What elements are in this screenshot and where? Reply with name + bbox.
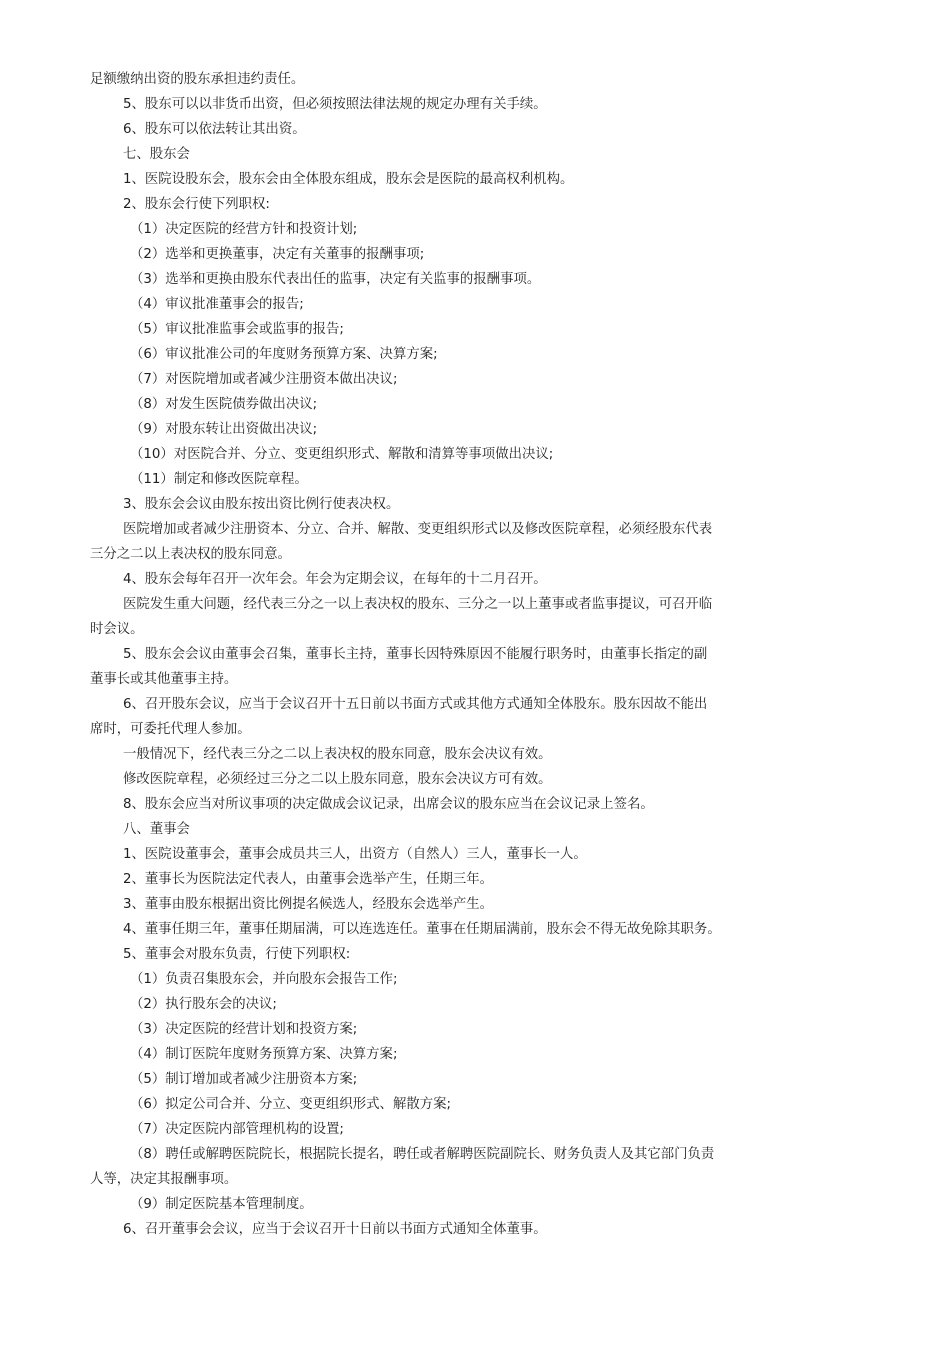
section-heading: 七、股东会 — [123, 147, 190, 162]
text-line: 4、股东会每年召开一次年会。年会为定期会议，在每年的十二月召开。 — [123, 572, 547, 587]
text-line: 医院增加或者减少注册资本、分立、合并、解散、变更组织形式以及修改医院章程，必须经股东代表 — [123, 522, 713, 537]
text-line: 医院发生重大问题，经代表三分之一以上表决权的股东、三分之一以上董事或者监事提议，可召开临 — [123, 597, 713, 612]
text-line: 5、董事会对股东负责，行使下列职权: — [123, 947, 351, 962]
text-line: 6、召开董事会会议，应当于会议召开十日前以书面方式通知全体董事。 — [123, 1222, 547, 1237]
list-item: （3）决定医院的经营计划和投资方案; — [130, 1022, 358, 1037]
text-line: 1、医院设股东会，股东会由全体股东组成，股东会是医院的最高权利机构。 — [123, 172, 574, 187]
text-line: 5、股东会会议由董事会召集，董事长主持，董事长因特殊原因不能履行职务时，由董事长指定的副 — [123, 647, 708, 662]
list-item: （6）审议批准公司的年度财务预算方案、决算方案; — [130, 347, 438, 362]
text-line: 3、董事由股东根据出资比例提名候选人，经股东会选举产生。 — [123, 897, 494, 912]
list-item: （8）聘任或解聘医院院长，根据院长提名，聘任或者解聘医院副院长、财务负责人及其它部门负责 — [130, 1147, 715, 1162]
list-item: （4）审议批准董事会的报告; — [130, 297, 304, 312]
list-item: （10）对医院合并、分立、变更组织形式、解散和清算等事项做出决议; — [130, 447, 554, 462]
text-line: 席时，可委托代理人参加。 — [90, 722, 251, 737]
list-item: （7）决定医院内部管理机构的设置; — [130, 1122, 344, 1137]
text-line: 4、董事任期三年，董事任期届满，可以连选连任。董事在任期届满前，股东会不得无故免除其职务。 — [123, 922, 721, 937]
list-item: （1）负责召集股东会，并向股东会报告工作; — [130, 972, 398, 987]
list-item: 人等，决定其报酬事项。 — [90, 1172, 238, 1187]
text-line: 5、股东可以以非货币出资，但必须按照法律法规的规定办理有关手续。 — [123, 97, 547, 112]
list-item: （8）对发生医院债券做出决议; — [130, 397, 318, 412]
text-line: 1、医院设董事会，董事会成员共三人，出资方（自然人）三人，董事长一人。 — [123, 847, 587, 862]
list-item: （9）对股东转让出资做出决议; — [130, 422, 318, 437]
list-item: （5）制订增加或者减少注册资本方案; — [130, 1072, 358, 1087]
text-line: 足额缴纳出资的股东承担违约责任。 — [90, 72, 305, 87]
text-line: 董事长或其他董事主持。 — [90, 672, 238, 687]
text-line: 时会议。 — [90, 622, 144, 637]
list-item: （5）审议批准监事会或监事的报告; — [130, 322, 344, 337]
list-item: （7）对医院增加或者减少注册资本做出决议; — [130, 372, 398, 387]
text-line: 2、董事长为医院法定代表人，由董事会选举产生，任期三年。 — [123, 872, 494, 887]
list-item: （9）制定医院基本管理制度。 — [130, 1197, 313, 1212]
text-line: 修改医院章程，必须经过三分之二以上股东同意，股东会决议方可有效。 — [123, 772, 552, 787]
list-item: （2）选举和更换董事，决定有关董事的报酬事项; — [130, 247, 425, 262]
text-line: 8、股东会应当对所议事项的决定做成会议记录，出席会议的股东应当在会议记录上签名。 — [123, 797, 654, 812]
list-item: （1）决定医院的经营方针和投资计划; — [130, 222, 358, 237]
text-line: 三分之二以上表决权的股东同意。 — [90, 547, 291, 562]
text-line: 6、股东可以依法转让其出资。 — [123, 122, 306, 137]
section-heading: 八、董事会 — [123, 822, 190, 837]
text-line: 2、股东会行使下列职权: — [123, 197, 270, 212]
list-item: （6）拟定公司合并、分立、变更组织形式、解散方案; — [130, 1097, 452, 1112]
text-line: 3、股东会会议由股东按出资比例行使表决权。 — [123, 497, 400, 512]
text-line: 一般情况下，经代表三分之二以上表决权的股东同意，股东会决议有效。 — [123, 747, 552, 762]
list-item: （4）制订医院年度财务预算方案、决算方案; — [130, 1047, 398, 1062]
list-item: （2）执行股东会的决议; — [130, 997, 277, 1012]
text-line: 6、召开股东会议，应当于会议召开十五日前以书面方式或其他方式通知全体股东。股东因故不能出 — [123, 697, 708, 712]
list-item: （3）选举和更换由股东代表出任的监事，决定有关监事的报酬事项。 — [130, 272, 541, 287]
list-item: （11）制定和修改医院章程。 — [130, 472, 308, 487]
